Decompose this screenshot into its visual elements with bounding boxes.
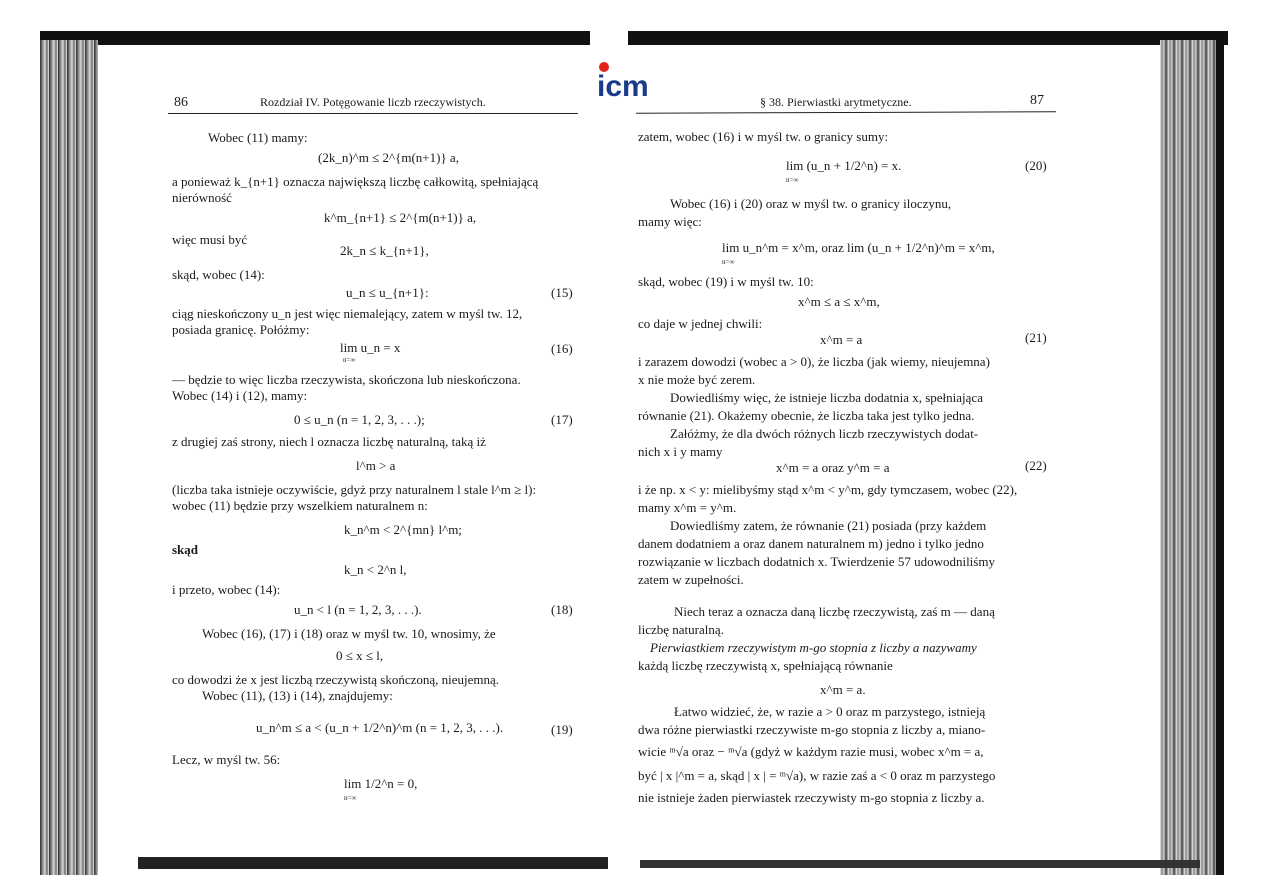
text-line: więc musi być <box>172 232 248 247</box>
text-line: skąd, wobec (19) i w myśl tw. 10: <box>638 274 814 289</box>
equation-number: (20) <box>1025 158 1047 173</box>
text-line: zatem w zupełności. <box>638 572 744 587</box>
text-line: Wobec (11) mamy: <box>208 130 308 145</box>
icm-logo <box>595 62 665 102</box>
text-line: i zarazem dowodzi (wobec a > 0), że liczba (jak wiemy, nieujemna) <box>638 354 990 369</box>
text-line: Lecz, w myśl tw. 56: <box>172 752 281 767</box>
lim-subscript: n=∞ <box>343 356 356 364</box>
equation-number: (19) <box>551 722 573 737</box>
text-line: rozwiązanie w liczbach dodatnich x. Twierdzenie 57 udowodniliśmy <box>638 554 995 569</box>
text-line: Dowiedliśmy więc, że istnieje liczba dodatnia x, spełniająca <box>670 390 983 405</box>
header-rule <box>636 111 1056 113</box>
text-line: skąd, wobec (14): <box>172 267 265 282</box>
text-line: nich x i y mamy <box>638 444 723 459</box>
header-rule <box>168 113 578 114</box>
equation: 2k_n ≤ k_{n+1}, <box>340 243 429 258</box>
lim-subscript: n=∞ <box>344 794 357 802</box>
svg-text:icm: icm <box>597 70 649 102</box>
text-line: Łatwo widzieć, że, w razie a > 0 oraz m parzystego, istnieją <box>674 704 986 719</box>
text-line: (liczba taka istnieje oczywiście, gdyż przy naturalnem l stale l^m ≥ l): <box>172 482 537 497</box>
equation: x^m = a <box>820 332 863 347</box>
text-line: nie istnieje żaden pierwiastek rzeczywisty m-go stopnia z liczby a. <box>638 790 985 805</box>
equation-number: (18) <box>551 602 573 617</box>
equation: k_n < 2^n l, <box>344 562 407 577</box>
equation: l^m > a <box>356 458 396 473</box>
equation: u_n ≤ u_{n+1}: <box>346 285 429 300</box>
scan-edge-right <box>1216 35 1224 875</box>
lim-subscript: n=∞ <box>722 258 735 266</box>
equation: x^m = a. <box>820 682 866 697</box>
text-line: Dowiedliśmy zatem, że równanie (21) posiada (przy każdem <box>670 518 987 533</box>
text-line: i że np. x < y: mielibyśmy stąd x^m < y^m, gdy tymczasem, wobec (22), <box>638 482 1018 497</box>
equation: lim 1/2^n = 0, <box>344 776 418 791</box>
text-line: Załóżmy, że dla dwóch różnych liczb rzeczywistych dodat- <box>670 426 979 441</box>
equation-number: (21) <box>1025 330 1047 345</box>
text-line: wicie ᵐ√a oraz − ᵐ√a (gdyż w każdym razie musi, wobec x^m = a, <box>638 744 984 759</box>
equation: lim u_n^m = x^m, oraz lim (u_n + 1/2^n)^m = x^m, <box>722 240 995 255</box>
running-head: Rozdział IV. Potęgowanie liczb rzeczywistych. <box>260 95 486 109</box>
lim-subscript: n=∞ <box>786 176 799 184</box>
equation: lim (u_n + 1/2^n) = x. <box>786 158 902 173</box>
equation: u_n^m ≤ a < (u_n + 1/2^n)^m (n = 1, 2, 3, . . .). <box>256 720 504 735</box>
text-line: Niech teraz a oznacza daną liczbę rzeczywistą, zaś m — daną <box>674 604 995 619</box>
text-line: a ponieważ k_{n+1} oznacza największą liczbę całkowitą, spełniającą <box>172 174 539 189</box>
book-edge-left <box>40 40 98 875</box>
text-line: z drugiej zaś strony, niech l oznacza liczbę naturalną, taką iż <box>172 434 486 449</box>
text-line: Wobec (16) i (20) oraz w myśl tw. o granicy iloczynu, <box>670 196 952 211</box>
text-line: i przeto, wobec (14): <box>172 582 281 597</box>
equation: 0 ≤ x ≤ l, <box>336 648 384 663</box>
book-edge-right <box>1160 40 1222 875</box>
text-line: co dowodzi że x jest liczbą rzeczywistą skończoną, nieujemną. <box>172 672 500 687</box>
scan-edge-top-left <box>40 31 590 45</box>
scan-edge-bottom-left <box>138 857 608 869</box>
text-line: mamy więc: <box>638 214 702 229</box>
text-line: skąd <box>172 542 199 557</box>
equation-number: (15) <box>551 285 573 300</box>
text-line: co daje w jednej chwili: <box>638 316 763 331</box>
text-line: Pierwiastkiem rzeczywistym m-go stopnia z liczby a nazywamy <box>650 640 977 655</box>
text-line: Wobec (11), (13) i (14), znajdujemy: <box>202 688 393 703</box>
text-line: Wobec (16), (17) i (18) oraz w myśl tw. 10, wnosimy, że <box>202 626 496 641</box>
text-line: — będzie to więc liczba rzeczywista, skończona lub nieskończona. <box>172 372 521 387</box>
equation-number: (22) <box>1025 458 1047 473</box>
text-line: nierówność <box>172 190 232 205</box>
equation: x^m ≤ a ≤ x^m, <box>798 294 880 309</box>
page-number: 86 <box>174 95 188 110</box>
equation: k^m_{n+1} ≤ 2^{m(n+1)} a, <box>324 210 477 225</box>
text-line: być | x |^m = a, skąd | x | = ᵐ√a), w razie zaś a < 0 oraz m parzystego <box>638 768 996 783</box>
text-line: wobec (11) będzie przy wszelkiem naturalnem n: <box>172 498 428 513</box>
running-head: § 38. Pierwiastki arytmetyczne. <box>760 95 912 109</box>
text-line: liczbę naturalną. <box>638 622 724 637</box>
scan-edge-top-right <box>628 31 1228 45</box>
text-line: równanie (21). Okażemy obecnie, że liczba taka jest tylko jedna. <box>638 408 975 423</box>
equation: k_n^m < 2^{mn} l^m; <box>344 522 462 537</box>
equation-number: (17) <box>551 412 573 427</box>
text-line: x nie może być zerem. <box>638 372 756 387</box>
scan-edge-bottom-right <box>640 860 1200 868</box>
equation: 0 ≤ u_n (n = 1, 2, 3, . . .); <box>294 412 425 427</box>
text-line: zatem, wobec (16) i w myśl tw. o granicy sumy: <box>638 129 889 144</box>
text-line: każdą liczbę rzeczywistą x, spełniającą równanie <box>638 658 893 673</box>
text-line: danem dodatniem a oraz danem naturalnem m) jedno i tylko jedno <box>638 536 984 551</box>
equation: u_n < l (n = 1, 2, 3, . . .). <box>294 602 422 617</box>
equation: (2k_n)^m ≤ 2^{m(n+1)} a, <box>318 150 459 165</box>
equation: x^m = a oraz y^m = a <box>776 460 890 475</box>
page-number: 87 <box>1030 93 1044 108</box>
text-line: dwa różne pierwiastki rzeczywiste m-go stopnia z liczby a, miano- <box>638 722 986 737</box>
text-line: posiada granicę. Połóżmy: <box>172 322 310 337</box>
equation: lim u_n = x <box>340 340 401 355</box>
text-line: ciąg nieskończony u_n jest więc niemalejący, zatem w myśl tw. 12, <box>172 306 523 321</box>
equation-number: (16) <box>551 341 573 356</box>
text-line: mamy x^m = y^m. <box>638 500 737 515</box>
text-line: Wobec (14) i (12), mamy: <box>172 388 308 403</box>
